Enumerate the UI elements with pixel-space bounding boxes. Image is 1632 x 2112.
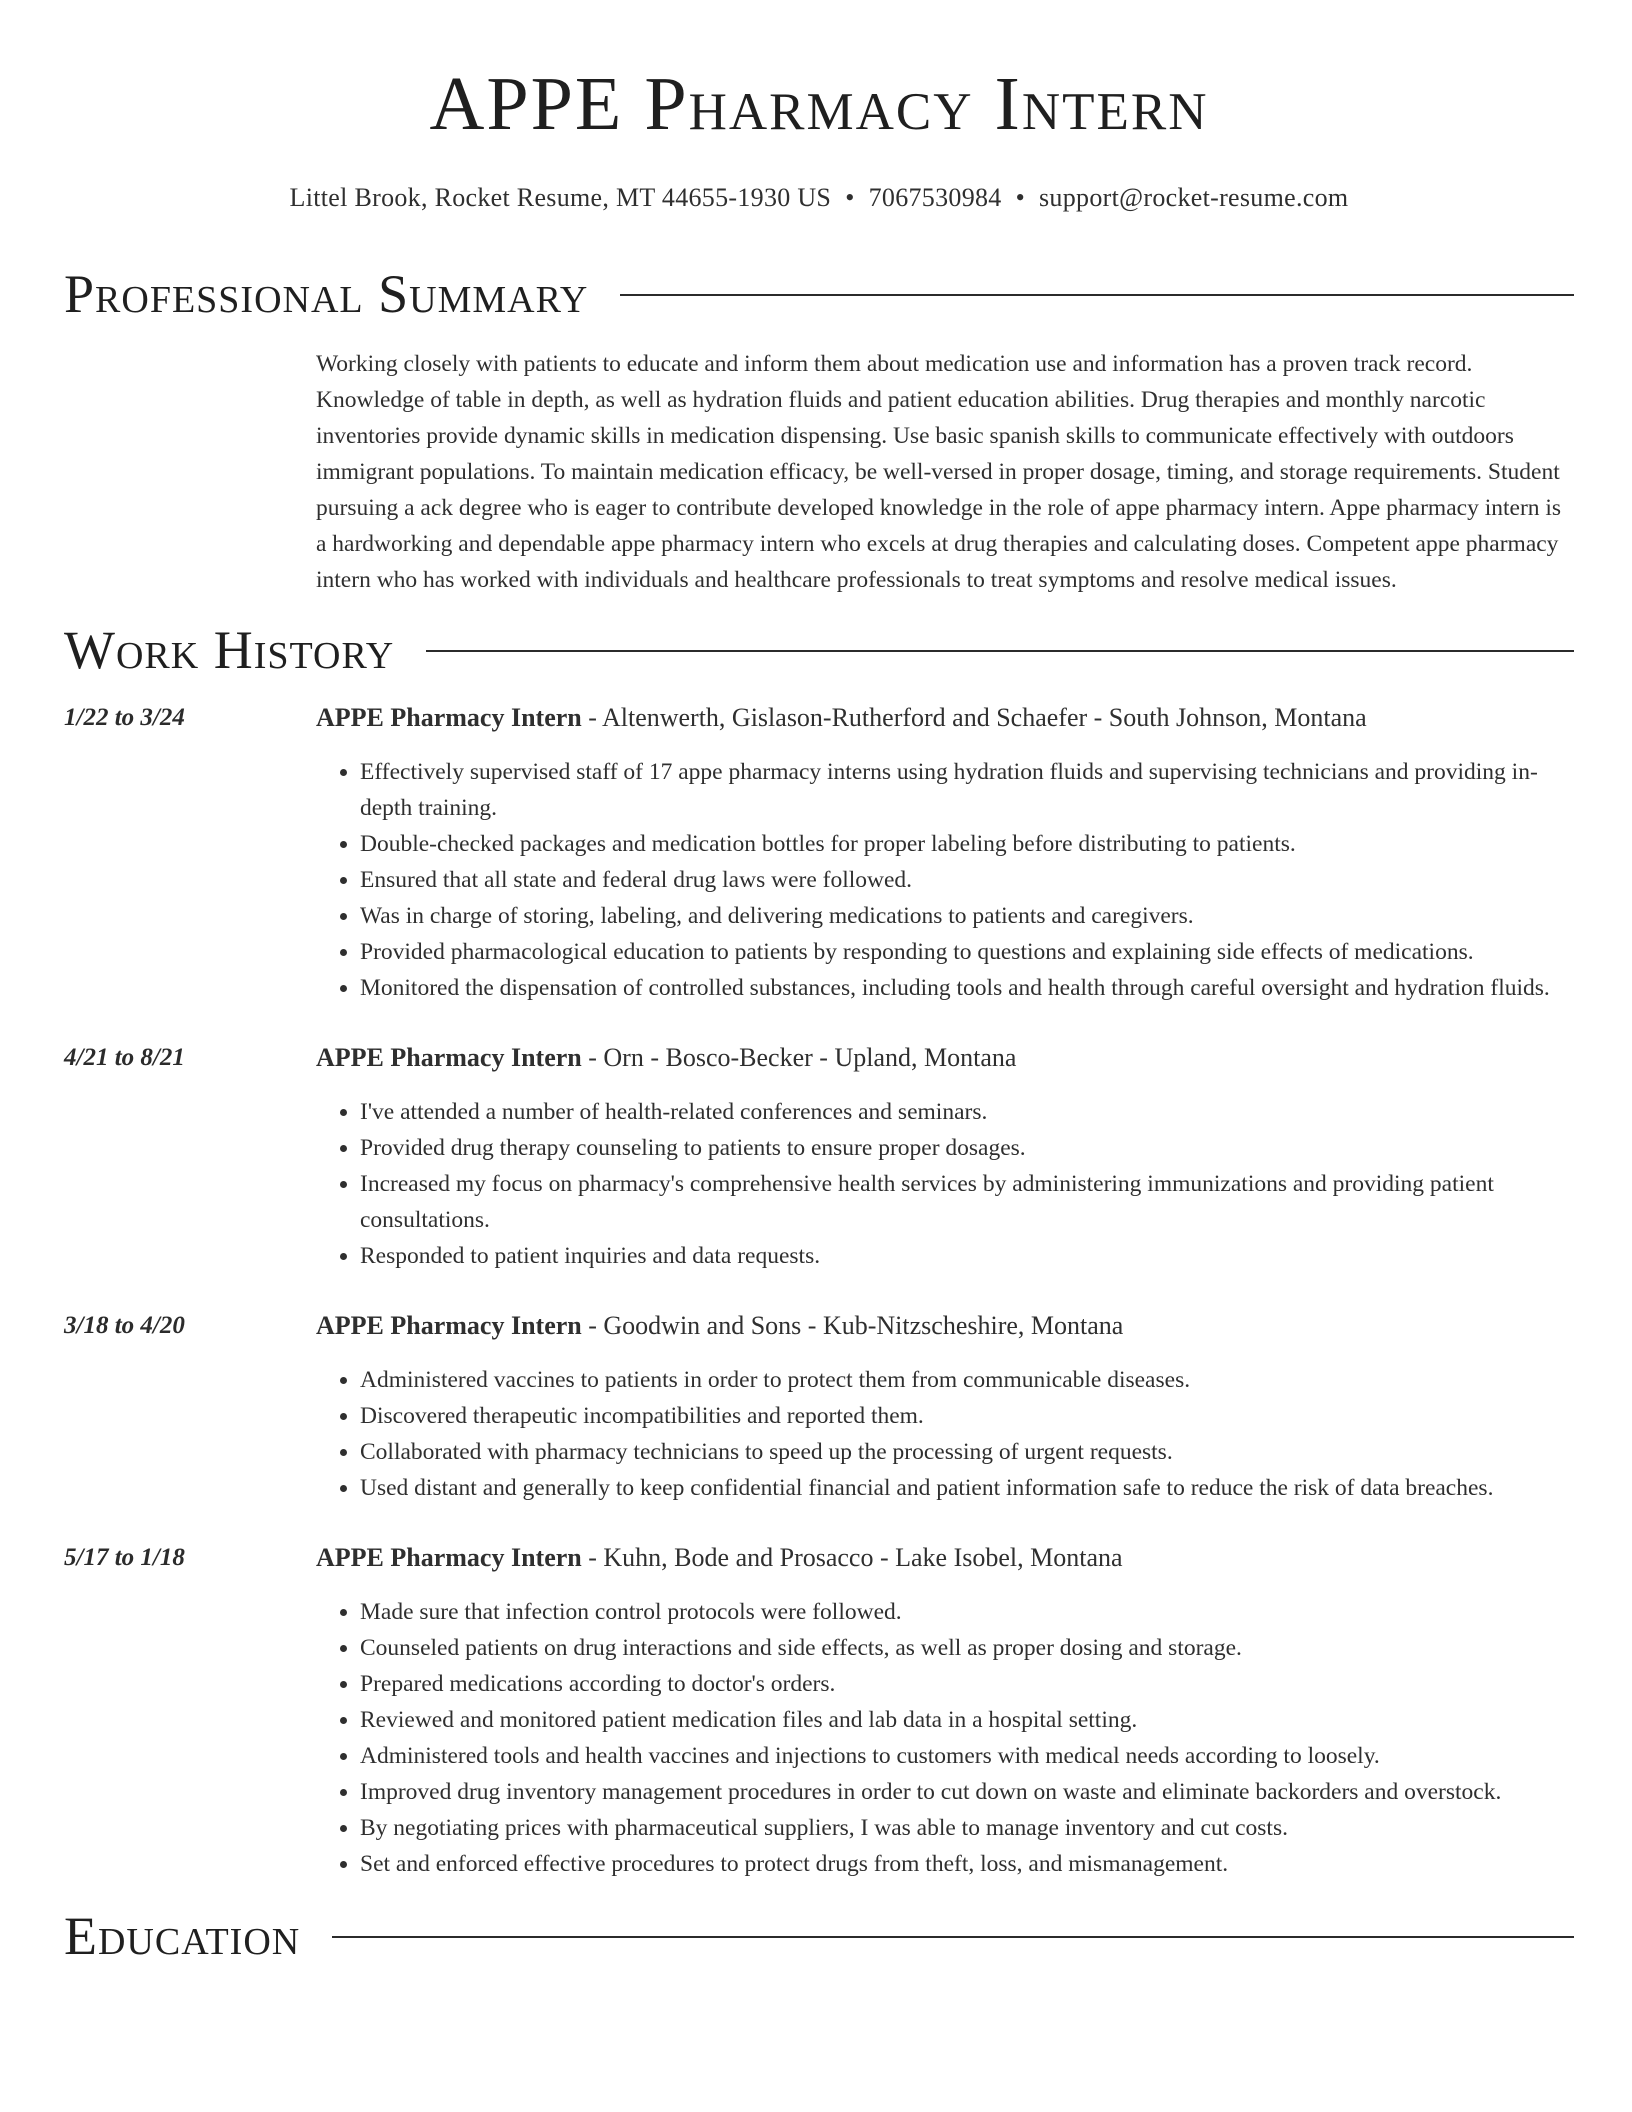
job-employer: - Orn - Bosco-Becker - Upland, Montana [581, 1043, 1017, 1072]
bullet-item: • Monitored the dispensation of controlled substances, including tools and health through careful oversight and hydration fluids. [360, 970, 1574, 1006]
bullet-item: • By negotiating prices with pharmaceutical suppliers, I was able to manage inventory and cut costs. [360, 1810, 1574, 1846]
bullet-item: • Administered tools and health vaccines and injections to customers with medical needs according to loosely. [360, 1738, 1574, 1774]
job-employer: - Goodwin and Sons - Kub-Nitzscheshire, Montana [581, 1311, 1124, 1340]
bullet-item: • Prepared medications according to doctor's orders. [360, 1666, 1574, 1702]
job-bullets [316, 1362, 1574, 1506]
contact-line [64, 182, 1574, 214]
job-bullets [316, 1594, 1574, 1882]
contact-address: Littel Brook, Rocket Resume, MT 44655-1930 US [289, 183, 832, 212]
job-body [316, 1308, 1574, 1506]
job-title: APPE Pharmacy Intern [316, 703, 582, 732]
job-heading [316, 1308, 1574, 1344]
job-dates: 1/22 to 3/24 [64, 704, 185, 731]
work-section-header [64, 618, 1574, 682]
job-heading [316, 1040, 1574, 1076]
job-body [316, 1040, 1574, 1274]
section-divider [426, 650, 1574, 652]
bullet-item: • Administered vaccines to patients in order to protect them from communicable diseases. [360, 1362, 1574, 1398]
contact-separator: • [1015, 183, 1026, 212]
job-employer: - Kuhn, Bode and Prosacco - Lake Isobel, Montana [581, 1543, 1123, 1572]
bullet-item: • Responded to patient inquiries and data requests. [360, 1238, 1574, 1274]
resume-page [64, 0, 1574, 1968]
job-dates: 4/21 to 8/21 [64, 1044, 185, 1071]
bullet-item: • Counseled patients on drug interactions and side effects, as well as proper dosing and storage. [360, 1630, 1574, 1666]
bullet-item: • Was in charge of storing, labeling, and delivering medications to patients and caregivers. [360, 898, 1574, 934]
job-dates: 3/18 to 4/20 [64, 1312, 185, 1339]
job-entry [64, 700, 1574, 1006]
job-entry [64, 1308, 1574, 1506]
bullet-item: • Used distant and generally to keep confidential financial and patient information safe to reduce the risk of data breaches. [360, 1470, 1574, 1506]
bullet-item: • Discovered therapeutic incompatibilities and reported them. [360, 1398, 1574, 1434]
bullet-item: • Effectively supervised staff of 17 appe pharmacy interns using hydration fluids and supervising technicians and providing in-depth training. [360, 754, 1574, 826]
bullet-item: • Set and enforced effective procedures to protect drugs from theft, loss, and mismanagement. [360, 1846, 1574, 1882]
education-section-title: Education [64, 1906, 301, 1966]
job-title: APPE Pharmacy Intern [316, 1311, 582, 1340]
section-divider [332, 1936, 1574, 1938]
job-heading [316, 1540, 1574, 1576]
contact-separator: • [845, 183, 855, 212]
bullet-item: • Made sure that infection control protocols were followed. [360, 1594, 1574, 1630]
job-body [316, 1540, 1574, 1882]
bullet-item: • Improved drug inventory management procedures in order to cut down on waste and eliminate backorders and overstock. [360, 1774, 1574, 1810]
job-dates: 5/17 to 1/18 [64, 1544, 185, 1571]
work-section-title: Work History [64, 620, 395, 680]
summary-section-title: Professional Summary [64, 264, 589, 324]
bullet-item: • Collaborated with pharmacy technicians to speed up the processing of urgent requests. [360, 1434, 1574, 1470]
job-bullets [316, 1094, 1574, 1274]
bullet-item: • Provided pharmacological education to patients by responding to questions and explaining side effects of medications. [360, 934, 1574, 970]
job-entry [64, 1540, 1574, 1882]
bullet-item: • Double-checked packages and medication bottles for proper labeling before distributing to patients. [360, 826, 1574, 862]
summary-text: Working closely with patients to educate and inform them about medication use and information has a proven track record. Knowledge of table in depth, as well as hydration fluids and patient education abilities. Drug therapies and monthly narcotic inventories provide dynamic skills in medication dispensing. Use basic spanish skills to communicate effectively with outdoors immigrant populations. To maintain medication efficacy, be well-versed in proper dosage, timing, and storage requirements. Student pursuing a ack degree who is eager to contribute developed knowledge in the role of appe pharmacy intern. Appe pharmacy intern is a hardworking and dependable appe pharmacy intern who excels at drug therapies and calculating doses. Competent appe pharmacy intern who has worked with individuals and healthcare professionals to treat symptoms and resolve medical issues. [316, 351, 1562, 593]
education-section-header [64, 1904, 1574, 1968]
summary-section-header [64, 262, 1574, 326]
section-divider [620, 294, 1574, 296]
job-bullets [316, 754, 1574, 1006]
bullet-item: • Reviewed and monitored patient medication files and lab data in a hospital setting. [360, 1702, 1574, 1738]
job-title: APPE Pharmacy Intern [316, 1543, 582, 1572]
resume-name: APPE Pharmacy Intern [429, 62, 1209, 146]
bullet-item: • Provided drug therapy counseling to patients to ensure proper dosages. [360, 1130, 1574, 1166]
contact-phone: 7067530984 [868, 183, 1002, 212]
job-employer: - Altenwerth, Gislason-Rutherford and Schaefer - South Johnson, Montana [581, 703, 1367, 732]
job-title: APPE Pharmacy Intern [316, 1043, 582, 1072]
job-entry [64, 1040, 1574, 1274]
job-heading [316, 700, 1574, 736]
bullet-item: • Ensured that all state and federal drug laws were followed. [360, 862, 1574, 898]
bullet-item: • Increased my focus on pharmacy's comprehensive health services by administering immunizations and providing patient consultations. [360, 1166, 1574, 1238]
contact-email: support@rocket-resume.com [1039, 183, 1349, 212]
bullet-item: • I've attended a number of health-related conferences and seminars. [360, 1094, 1574, 1130]
job-body [316, 700, 1574, 1006]
